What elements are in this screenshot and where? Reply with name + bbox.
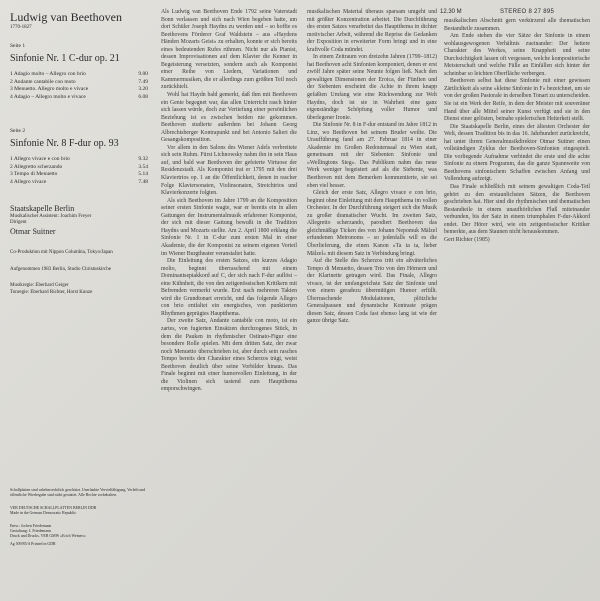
paragraph: Die Einleitung des ersten Satzes, ein kurzes Adagio molto, beginnt überraschend mit einem Dominantseptakkord auf C, der sich nach F-dur auflöst – eine Kühnheit, die von den zeitgenössischen Kritikern mit Befremden vermerkt wurde. Erst nach mehreren Takten wird die Grundtonart erreicht, und das folgende Allegro con brio entfaltet ein energisches, von punktierten Rhythmen geprägtes Hauptthema. xyxy=(161,258,297,317)
side2-label: Seite 2 xyxy=(10,128,26,134)
catalog-code-left: 12.30 M xyxy=(440,9,462,15)
track-row xyxy=(10,94,150,102)
track-row xyxy=(10,71,150,79)
credit-engineers: Musikregie: Eberhard Geiger Tonregie: Eberhard Richter, Horst Kunze xyxy=(10,283,93,295)
track-title: 3 Menuetto. Allegro molto e vivace xyxy=(10,86,89,92)
track-row xyxy=(10,86,150,94)
symphony1-title: Sinfonie Nr. 1 C-dur op. 21 xyxy=(10,53,120,64)
paragraph: Auf die Stelle des Scherzos tritt ein altväterliches Tempo di Menuetto, dessen Trio von den Hörnern und der Klarinette getragen wird. Das Finale, Allegro vivace, ist der umfangreichste Satz der Sinfonie und von einem geradezu übermütigen Humor erfüllt. Überraschende Modulationen, plötzliche Generalpausen und dynamische Kontraste prägen diesen Satz, dessen Coda fast ebenso lang ist wie der ganze übrige Satz. xyxy=(307,258,437,325)
paragraph: Das Finale schließlich mit seinem gewaltigen Coda-Teil gehört zu den erstaunlichsten Sätzen, die Beethoven geschrieben hat. Hier sind die rhythmischen und thematischen Bestandteile in einem unaufhörlichen Fluß miteinander verbunden, bis der Satz in einem triumphalen F-dur-Akkord endet. Der Hörer wird, wie ein zeitgenössischer Kritiker bemerkte, aus dem Staunen nicht herauskommen. xyxy=(444,184,590,236)
track-row xyxy=(10,179,150,187)
credit-recording: Aufgenommen 1983 Berlin, Studio Christuskirche xyxy=(10,266,111,272)
track-time: 7.48 xyxy=(138,178,148,185)
conductor-name: Otmar Suitner xyxy=(10,226,56,236)
paragraph: Die Sinfonie Nr. 8 in F-dur entstand im Jahre 1812 in Linz, wo Beethoven bei seinem Bruder weilte. Die Uraufführung fand am 27. Februar 1814 in einer Akademie im Großen Redoutensaal zu Wien statt, gemeinsam mit der Siebenten Sinfonie und »Wellingtons Sieg«. Das Publikum nahm das neue Werk weniger begeistert auf als die Siebente, was Beethoven mit dem Bemerken kommentierte, sie sei eben viel besser. xyxy=(307,122,437,189)
design-credits: Entw.: Jochen Friedemann Gestaltung: J. Friedemann Druck und Drucks. VEB GMW »Erich Weinert« xyxy=(10,524,86,538)
track-time: 9.32 xyxy=(138,156,148,162)
composer-dates: 1770-1827 xyxy=(10,25,32,30)
paragraph: Wohl hat Haydn bald gemerkt, daß ihm mit Beethoven ein Genie begegnet war, das allen Unterricht rasch hinter sich lassen würde, doch zur Vertiefung einer persönlichen Beziehung ist es zwischen beiden nie gekommen. Beethoven studierte außerdem bei Johann Georg Albrechtsberger Kontrapunkt und bei Antonio Salieri die Gesangskomposition. xyxy=(161,92,297,144)
track-row xyxy=(10,79,150,87)
side2-tracklist xyxy=(10,156,150,186)
label-name: VEB DEUTSCHE SCHALLPLATTEN BERLIN DDR Made in the German Democratic Republic xyxy=(10,506,97,515)
track-time: 7.49 xyxy=(138,78,148,85)
paragraph: Vor allem in den Salons des Wiener Adels verbreitete sich sein Ruhm. Fürst Lichnowsky nahm ihn in sein Haus auf, und bald war Beethoven der gefeierte Virtuose der Residenzstadt. Als Komponist trat er 1795 mit den drei Klaviertrios op. 1 an die Öffentlichkeit, denen in rascher Folge Klaviersonaten, Violinsonaten, Streichtrios und Klavierkonzerte folgten. xyxy=(161,144,297,197)
liner-notes-column-2 xyxy=(307,9,437,326)
track-title: 2 Allegretto scherzando xyxy=(10,163,63,170)
liner-notes-column-3 xyxy=(444,18,590,244)
paragraph: musikalischen Abschnitt gern verkürzend alle thematischen Bestandteile zusammen. xyxy=(444,18,590,32)
paragraph: Als sich Beethoven im Jahre 1799 an die Komposition seiner ersten Sinfonie wagte, war er bereits ein in allen Gattungen der Instrumentalmusik erfahrener Komponist, der sich mit dieser Gattung bewußt in die Tradition Haydns und Mozarts stellte. Am 2. April 1800 erklang die Sinfonie Nr. 1 in C-dur zum ersten Mal in einer Akademie, die der Komponist zu seinem eigenen Vorteil im Wiener Burgtheater veranstaltet hatte. xyxy=(161,197,297,257)
program-column xyxy=(10,10,150,302)
track-row xyxy=(10,164,150,172)
paragraph: Als Ludwig van Beethoven Ende 1792 seine Vaterstadt Bonn verlassen und sich nach Wien begeben hatte, um dort Schüler Joseph Haydns zu werden und – so hoffte es Beethovens Förderer Graf Waldstein – aus »Haydens Händen Mozarts Geist« zu erhalten, konnte er sich bereits eines bedeutenden Rufes rühmen. Nicht nur als Pianist, dessen Improvisationen auf dem Klavier die Kenner in Begeisterung versetzten, sondern auch als Komponist einer Reihe von Liedern, Variationen und Kammermusiken, die er allerdings zum größten Teil noch zurückhielt. xyxy=(161,9,297,91)
catalog-number: STEREO 8 27 895 xyxy=(500,9,555,15)
author-signature: Gert Richter (1985) xyxy=(444,236,490,243)
paragraph: In einem Zeitraum von dreizehn Jahren (1799–1812) hat Beethoven acht Sinfonien komponiert, denen er erst zwölf Jahre später seine Neunte folgen ließ. Nach den gewaltigen Dimensionen der Eroica, der Fünften und der Siebenten erscheint die Achte in ihrem knapp gefaßten Umfang wie eine Rückwendung zur Welt Haydns, doch ist sie in Wahrheit eine ganz eigenständige Schöpfung voller Humor und überlegener Ironie. xyxy=(307,54,437,121)
paragraph: Die Staatskapelle Berlin, eines der ältesten Orchester der Welt, dessen Tradition bis in das 16. Jahrhundert zurückreicht, hat unter ihrem Generalmusikdirektor Otmar Suitner einen vollständigen Zyklus der Beethoven-Sinfonien eingespielt. Die vorliegende Aufnahme verbindet die erste und die achte Sinfonie zu einem Programm, das die ganze Spannweite von Beethovens sinfonischem Schaffen zwischen Anfang und Vollendung aufzeigt. xyxy=(444,123,590,183)
orchestra-name: Staatskapelle Berlin xyxy=(10,204,75,213)
side1-label: Seite 1 xyxy=(10,43,26,49)
production-credits xyxy=(10,250,150,296)
copyright-notice: Schallplatten sind urheberrechtlich geschützt. Unerlaubte Vervielfältigung, Verleih und öffentliche Wiedergabe sind nicht gestattet. Alle Rechte vorbehalten. xyxy=(10,488,146,497)
track-title: 1 Allegro vivace e con brio xyxy=(10,156,70,162)
track-time: 3.54 xyxy=(138,163,148,170)
side1-tracklist xyxy=(10,71,150,101)
credit-coproduction: Co-Produktion mit Nippon Columbia, Tokyo/Japan xyxy=(10,250,113,255)
track-row xyxy=(10,156,150,164)
paragraph: Am Ende stehen die vier Sätze der Sinfonie in einem wohlausgewogenen Verhältnis zueinander: Der heitere Charakter des Werkes, seine Knappheit und seine Durchsichtigkeit lassen oft vergessen, welche kompositorische Meisterschaft und welche Fülle an Einfällen sich hinter der scheinbar so leichten Oberfläche verbergen. xyxy=(444,33,590,77)
track-title: 4 Allegro vivace xyxy=(10,178,47,185)
track-time: 5.14 xyxy=(138,171,148,177)
paragraph: Beethoven selbst hat diese Sinfonie mit einer gewissen Zärtlichkeit als seine »kleine Sinfonie in F« bezeichnet, um sie von der großen Pastorale in derselben Tonart zu unterscheiden. Sie ist ein Werk der Reife, in dem der Meister mit souveräner Hand über alle Mittel seiner Kunst verfügt und sie in den Dienst einer gelösten, beinahe spielerischen Heiterkeit stellt. xyxy=(444,78,590,123)
track-time: 6.08 xyxy=(138,93,148,100)
track-row xyxy=(10,171,150,179)
track-title: 3 Tempo di Menuetto xyxy=(10,171,58,177)
composer-name: Ludwig van Beethoven xyxy=(10,10,122,24)
paragraph: Gleich der erste Satz, Allegro vivace e con brio, beginnt ohne Einleitung mit dem Hauptthema im vollen Orchester. In der Durchführung steigert sich die Musik zu großer dramatischer Wucht. Im zweiten Satz, Allegretto scherzando, parodiert Beethoven das gleichmäßige Ticken des von Johann Nepomuk Mälzel erfundenen Metronoms – so jedenfalls will es die Überlieferung, die einen Kanon »Ta ta ta, lieber Mälzel« mit diesem Satz in Verbindung bringt. xyxy=(307,190,437,257)
symphony2-title: Sinfonie Nr. 8 F-dur op. 93 xyxy=(10,138,119,149)
orchestra-assistant: Musikalischer Assistent: Joachim Freyer xyxy=(10,213,92,219)
conductor-label: Dirigent xyxy=(10,220,27,225)
track-time: 3.20 xyxy=(138,86,148,92)
liner-notes-column-1 xyxy=(161,9,297,394)
track-title: 2 Andante cantabile con moto xyxy=(10,78,76,85)
paragraph: musikalischen Material überaus sparsam umgeht und mit größter Konzentration arbeitet. Die Durchführung des ersten Satzes verarbeitet das Hauptthema in dichter motivischer Arbeit, während die Reprise die Gedanken der Exposition in erweiterter Form bringt und in eine kraftvolle Coda mündet. xyxy=(307,9,437,53)
track-title: 4 Adagio – Allegro molto e vivace xyxy=(10,93,86,100)
paragraph: Der zweite Satz, Andante cantabile con moto, ist ein zartes, von fugierten Einsätzen durchzogenes Stück, in dem die Pauken in rhythmischer Ostinato-Figur eine besondere Rolle spielen. Mit dem dritten Satz, der zwar noch Menuetto überschrieben ist, aber durch sein rasches Tempo bereits den Charakter eines Scherzos trägt, weist Beethoven deutlich über seine Vorbilder hinaus. Das Finale beginnt mit einer humorvollen Einleitung, in der die Violinen sich tastend zum Hauptthema emporschwingen. xyxy=(161,318,297,393)
print-code: Ag 509/85/A Printed in GDR xyxy=(10,542,56,546)
fine-print xyxy=(10,488,146,550)
track-time: 9.00 xyxy=(138,71,148,77)
track-title: 1 Adagio molto – Allegro con brio xyxy=(10,71,86,77)
